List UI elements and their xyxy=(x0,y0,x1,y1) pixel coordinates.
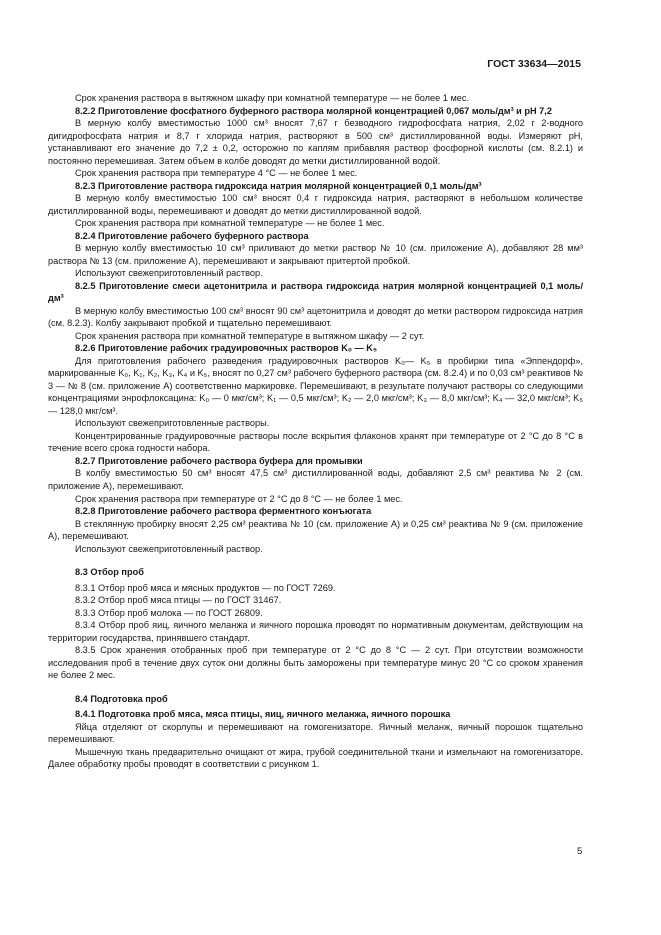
document-header: ГОСТ 33634—2015 xyxy=(487,58,581,70)
body-paragraph: 8.3.5 Срок хранения отобранных проб при температуре от 2 °С до 8 °С — 2 сут. При отсутствии возможности исследования проб в течение двух суток они должны быть заморожены при температуре минус 20 °С со сроком хранения не более 2 мес. xyxy=(48,645,583,681)
section-heading: 8.2.2 Приготовление фосфатного буферного раствора молярной концентрацией 0,067 моль/дм³ и pH 7,2 xyxy=(75,105,552,116)
body-paragraph: Срок хранения раствора при комнатной температуре в вытяжном шкафу — 2 сут. xyxy=(75,330,425,341)
body-paragraph: Срок хранения раствора при комнатной температуре — не более 1 мес. xyxy=(75,218,385,229)
section-heading: 8.4.1 Подготовка проб мяса, мяса птицы, яиц, яичного меланжа, яичного порошка xyxy=(75,709,451,720)
section-heading: 8.4 Подготовка проб xyxy=(75,693,168,704)
body-paragraph: Срок хранения раствора при температуре 4 °С — не более 1 мес. xyxy=(75,168,358,179)
body-paragraph: Используют свежеприготовленный раствор. xyxy=(75,543,263,554)
document-body xyxy=(48,92,583,771)
section-heading: 8.2.4 Приготовление рабочего буферного раствора xyxy=(75,230,309,241)
body-paragraph: В мерную колбу вместимостью 100 см³ вносят 90 см³ ацетонитрила и доводят до метки раствором гидроксида натрия (см. 8.2.3). Колбу закрывают пробкой и тщательно перемешивают. xyxy=(48,305,583,329)
body-paragraph: В стеклянную пробирку вносят 2,25 см³ реактива № 10 (см. приложение А) и 0,25 см³ реактива № 9 (см. приложение А), перемешивают. xyxy=(48,518,583,542)
body-paragraph: В мерную колбу вместимостью 100 см³ вносят 0,4 г гидроксида натрия, растворяют в небольшом количестве дистиллированной воды, перемешивают и доводят до метки дистиллированной водой. xyxy=(48,193,583,216)
section-heading: 8.2.7 Приготовление рабочего раствора буфера для промывки xyxy=(75,455,363,466)
body-paragraph: Концентрированные градуировочные растворы после вскрытия флаконов хранят при температуре от 2 °С до 8 °С в течение всего срока годности набора. xyxy=(48,430,583,454)
body-paragraph: В колбу вместимостью 50 см³ вносят 47,5 см³ дистиллированной воды, добавляют 2,5 см³ реактива № 2 (см. приложение А), перемешивают. xyxy=(48,468,583,491)
section-heading: 8.3 Отбор проб xyxy=(75,567,144,578)
body-paragraph: 8.3.2 Отбор проб мяса птицы — по ГОСТ 31467. xyxy=(75,595,282,606)
body-paragraph: Мышечную ткань предварительно очищают от жира, грубой соединительной ткани и измельчают на гомогенизаторе. Далее обработку пробы проводят в соответствии с рисунком 1. xyxy=(48,746,583,770)
body-paragraph: Используют свежеприготовленные растворы. xyxy=(75,418,270,429)
section-heading: 8.2.5 Приготовление смеси ацетонитрила и раствора гидроксида натрия молярной концентрацией 0,1 моль/дм³ xyxy=(48,280,583,304)
body-paragraph: В мерную колбу вместимостью 1000 см³ вносят 7,67 г безводного гидрофосфата натрия, 2,02 г 2-водного дигидрофосфата натрия и 8,7 г хлорида натрия, растворяют в 500 см³ дистиллированной воды. Измеряют pH, устанавливают его значение до 7,2 ± 0,2, осторожно по каплям прибавляя раствор фосфорной кислоты (см. 8.2.1) и постоянно перемешивая. Затем объем в колбе доводят до метки дистиллированной водой. xyxy=(48,118,583,166)
section-heading: 8.2.3 Приготовление раствора гидроксида натрия молярной концентрацией 0,1 моль/дм³ xyxy=(75,180,482,191)
body-paragraph: 8.3.4 Отбор проб яиц, яичного меланжа и яичного порошка проводят по нормативным документам, действующим на территории государства, принявшего стандарт. xyxy=(48,620,583,643)
body-paragraph: В мерную колбу вместимостью 10 см³ приливают до метки раствор № 10 (см. приложение А), добавляют 28 мм³ раствора № 13 (см. приложение А), перемешивают и закрывают притертой пробкой. xyxy=(48,243,583,266)
body-paragraph: 8.3.1 Отбор проб мяса и мясных продуктов — по ГОСТ 7269. xyxy=(75,582,336,593)
body-paragraph: Срок хранения раствора в вытяжном шкафу при комнатной температуре — не более 1 мес. xyxy=(75,93,470,103)
page-number: 5 xyxy=(577,846,583,857)
body-paragraph: Используют свежеприготовленный раствор. xyxy=(75,268,263,279)
body-paragraph: Яйца отделяют от скорлупы и перемешивают на гомогенизаторе. Яичный меланж, яичный порошок тщательно перемешивают. xyxy=(48,721,583,745)
body-paragraph: Срок хранения раствора при температуре от 2 °С до 8 °С — не более 1 мес. xyxy=(75,493,403,504)
section-heading: 8.2.8 Приготовление рабочего раствора ферментного конъюгата xyxy=(75,506,372,517)
body-paragraph: 8.3.3 Отбор проб молока — по ГОСТ 26809. xyxy=(75,607,263,618)
section-heading: 8.2.6 Приготовление рабочих градуировочных растворов K₀ — K₅ xyxy=(75,343,378,354)
body-paragraph: Для приготовления рабочего разведения градуировочных растворов K₀— K₅ в пробирки типа «Эппендорф», маркированные K₀, K₁, K₂, K₃, K₄ и K₅, вносят по 0,27 см³ рабочего буферного раствора (см. 8.2.4) и по 0,03 см³ реактивов № 3 — № 8 (см. приложение А) соответственно маркировке. Перемешивают, в результате получают растворы со следующими концентрациями энрофлоксацина: K₀ — 0 мкг/см³; K₁ — 0,5 мкг/см³; K₂ — 2,0 мкг/см³; K₃ — 8,0 мкг/см³; K₄ — 32,0 мкг/см³; K₅ — 128,0 мкг/см³. xyxy=(48,355,583,416)
